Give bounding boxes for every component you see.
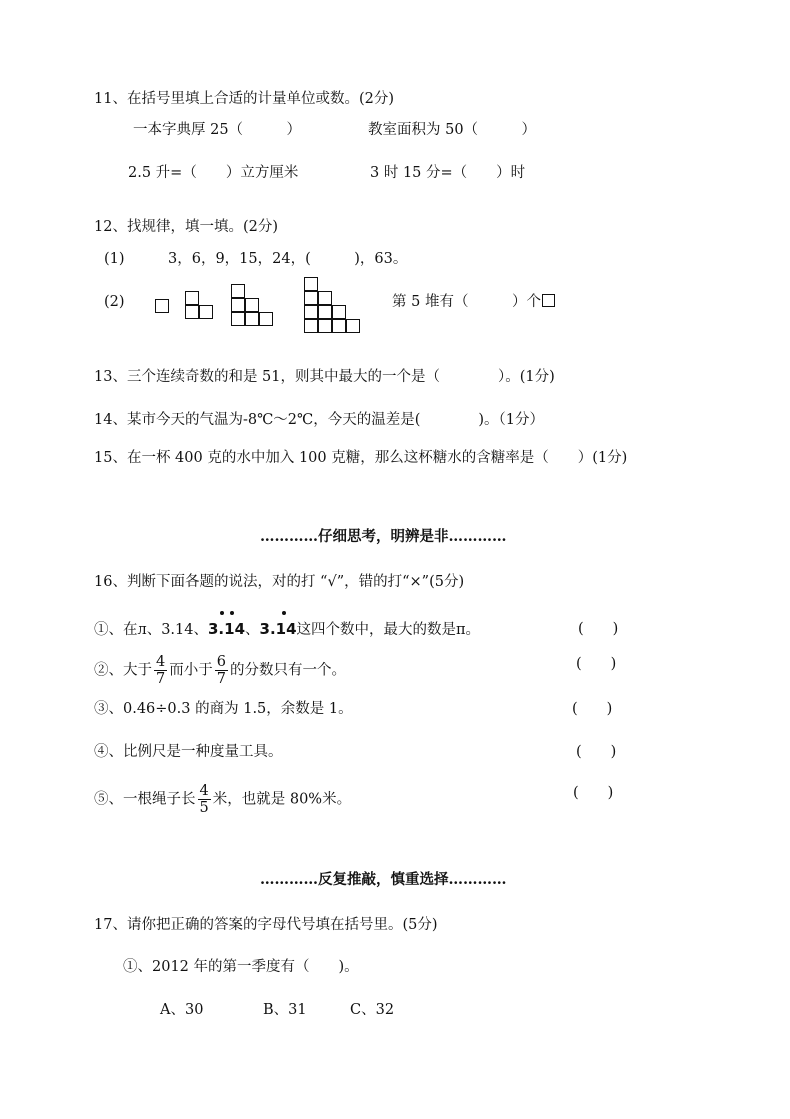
denominator: 7 — [156, 671, 166, 687]
q11-item-d: 3 时 15 分=（ ）时 — [370, 165, 526, 181]
pile-3-block — [231, 284, 245, 298]
fraction-4-5 — [198, 783, 211, 816]
fraction-4-7 — [154, 654, 167, 687]
q16-item-5 — [94, 783, 351, 816]
pile-2-block — [185, 291, 199, 305]
q12-part1-label: (1) — [104, 251, 125, 267]
q16-item-1-answer: ( ) — [578, 621, 619, 637]
q16-item-3: ③、0.46÷0.3 的商为 1.5，余数是 1。 — [94, 701, 353, 717]
pile-3-block — [259, 312, 273, 326]
q16-item-5-answer: ( ) — [573, 785, 614, 801]
repeat-dot — [282, 611, 286, 615]
pile-1-block — [155, 299, 169, 313]
q12-part2-text — [392, 292, 555, 312]
repeating-decimal-1-text: 3.14 — [208, 620, 246, 638]
pile-4-block — [304, 305, 318, 319]
q16-title: 16、判断下面各题的说法，对的打 “√”，错的打“×”(5分) — [94, 574, 465, 590]
q16-item-2-pre: ②、大于 — [94, 662, 152, 679]
q17-option-b: B、31 — [263, 1002, 307, 1018]
q12-part2-question: 第 5 堆有（ ）个 — [392, 294, 541, 310]
repeat-dot — [220, 611, 224, 615]
q16-item-2-mid: 而小于 — [169, 662, 213, 679]
pile-2-block — [185, 305, 199, 319]
pile-3-block — [245, 312, 259, 326]
q15: 15、在一杯 400 克的水中加入 100 克糖，那么这杯糖水的含糖率是（ ）(1分) — [94, 450, 628, 466]
denominator: 7 — [216, 671, 226, 687]
denominator: 5 — [199, 800, 209, 816]
q16-item-1-sep: 、 — [245, 622, 260, 638]
fraction-6-7 — [215, 654, 228, 687]
square-icon — [542, 294, 555, 307]
q16-item-4-answer: ( ) — [576, 744, 617, 760]
repeating-decimal-1 — [208, 619, 245, 639]
q11-item-b: 教室面积为 50（ ） — [368, 122, 537, 138]
numerator: 4 — [156, 654, 166, 670]
q16-item-1 — [94, 619, 480, 640]
q16-item-4: ④、比例尺是一种度量工具。 — [94, 744, 283, 760]
section-choice-header: …………反复推敲，慎重选择………… — [260, 871, 507, 888]
pile-3-block — [231, 312, 245, 326]
q16-item-1-pre: ①、在л、3.14、 — [94, 622, 208, 638]
q17-option-a: A、30 — [160, 1002, 204, 1018]
q11-item-a: 一本字典厚 25（ ） — [133, 122, 302, 138]
pile-2-block — [199, 305, 213, 319]
pile-4-block — [304, 319, 318, 333]
q16-item-5-pre: ⑤、一根绳子长 — [94, 791, 196, 808]
q11-title: 11、在括号里填上合适的计量单位或数。(2分) — [94, 91, 394, 107]
q17-item-1: ①、2012 年的第一季度有（ )。 — [123, 959, 359, 975]
q12-title: 12、找规律，填一填。(2分) — [94, 219, 278, 235]
repeating-decimal-2-text: 3.14 — [259, 620, 297, 638]
q16-item-5-post: 米，也就是 80%米。 — [212, 791, 352, 808]
numerator: 4 — [199, 783, 209, 799]
section-judge-header: …………仔细思考，明辨是非………… — [260, 528, 507, 545]
q17-title: 17、请你把正确的答案的字母代号填在括号里。(5分) — [94, 917, 438, 933]
repeating-decimal-2 — [260, 619, 297, 639]
numerator: 6 — [216, 654, 226, 670]
q12-part2-label: (2) — [104, 294, 125, 310]
pile-4-block — [332, 319, 346, 333]
pile-3-block — [231, 298, 245, 312]
pile-4-block — [318, 319, 332, 333]
q16-item-2 — [94, 654, 346, 687]
q16-item-2-post: 的分数只有一个。 — [229, 662, 346, 679]
q11-item-c: 2.5 升=（ ）立方厘米 — [128, 165, 299, 181]
pile-4-block — [346, 319, 360, 333]
q16-item-2-answer: ( ) — [576, 656, 617, 672]
repeat-dot — [230, 611, 234, 615]
pile-4-block — [318, 305, 332, 319]
q16-item-3-answer: ( ) — [572, 701, 613, 717]
pile-4-block — [318, 291, 332, 305]
pile-4-block — [332, 305, 346, 319]
q14: 14、某市今天的气温为-8℃～2℃，今天的温差是( )。（1分） — [94, 412, 545, 428]
pile-3-block — [245, 298, 259, 312]
q16-item-1-post: 这四个数中，最大的数是π。 — [296, 622, 481, 638]
pile-4-block — [304, 277, 318, 291]
q12-part1-sequence: 3，6，9，15，24，( )，63。 — [168, 251, 408, 267]
q13: 13、三个连续奇数的和是 51，则其中最大的一个是（ ）。(1分) — [94, 369, 555, 385]
pile-4-block — [304, 291, 318, 305]
q17-option-c: C、32 — [350, 1002, 395, 1018]
